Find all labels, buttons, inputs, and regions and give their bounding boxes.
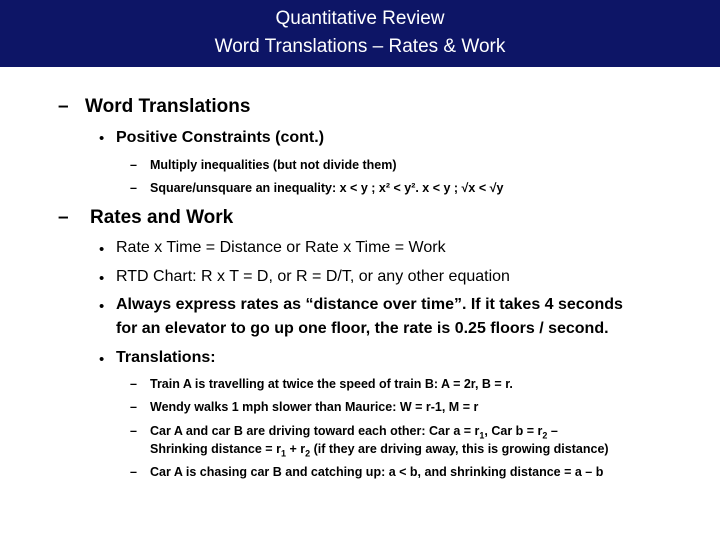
translation-3-part-a: Car A and car B are driving toward each other: Car a = r [150,424,480,438]
subitem-dash: – [130,424,137,438]
subitem-dash: – [130,181,137,195]
section2-dash: – [58,207,69,228]
bullet-marker: • [99,130,105,147]
subitem-dash: – [130,465,137,479]
section1-subitem-1: Multiply inequalities (but not divide them) [150,158,397,172]
translation-3-part-c: – [547,424,558,438]
subitem-dash: – [130,400,137,414]
bullet-marker: • [99,270,105,287]
translation-3-part-d: Shrinking distance = r [150,442,281,456]
subitem-dash: – [130,158,137,172]
bullet-marker: • [99,241,105,258]
slide-header [0,0,720,67]
section1-title: Word Translations [85,96,251,117]
section2-bullet-2: RTD Chart: R x T = D, or R = D/T, or any other equation [116,268,510,285]
subscript-1: 1 [479,430,485,441]
translation-3-part-b: , Car b = r [484,424,543,438]
header-title-line2: Word Translations – Rates & Work [214,36,506,57]
bullet-marker: • [99,298,105,315]
subscript-1: 1 [280,448,286,459]
translation-3-part-e: + r [285,442,306,456]
translation-3-line2 [150,442,609,459]
section1-bullet: Positive Constraints (cont.) [116,129,325,146]
section2-bullet-4: Translations: [116,349,216,366]
translation-1: Train A is travelling at twice the speed of train B: A = 2r, B = r. [150,377,513,391]
section2-bullet-3-line1: Always express rates as “distance over time”. If it takes 4 seconds [116,296,623,313]
subitem-dash: – [130,377,137,391]
section1-subitem-2: Square/unsquare an inequality: x < y ; x² < y². x < y ; √x < √y [150,181,504,195]
section1-dash: – [58,96,69,117]
translation-2: Wendy walks 1 mph slower than Maurice: W = r-1, M = r [150,400,479,414]
section2-bullet-3-line2: for an elevator to go up one floor, the rate is 0.25 floors / second. [116,320,609,337]
subscript-2: 2 [305,448,311,459]
translation-4: Car A is chasing car B and catching up: a < b, and shrinking distance = a – b [150,465,604,479]
section2-title: Rates and Work [90,207,234,228]
bullet-marker: • [99,351,105,368]
header-title-line1: Quantitative Review [275,8,445,29]
translation-3-line1 [150,424,558,441]
translation-3-part-f: (if they are driving away, this is growing distance) [310,442,609,456]
section2-bullet-1: Rate x Time = Distance or Rate x Time = Work [116,239,446,256]
subscript-2: 2 [542,430,548,441]
